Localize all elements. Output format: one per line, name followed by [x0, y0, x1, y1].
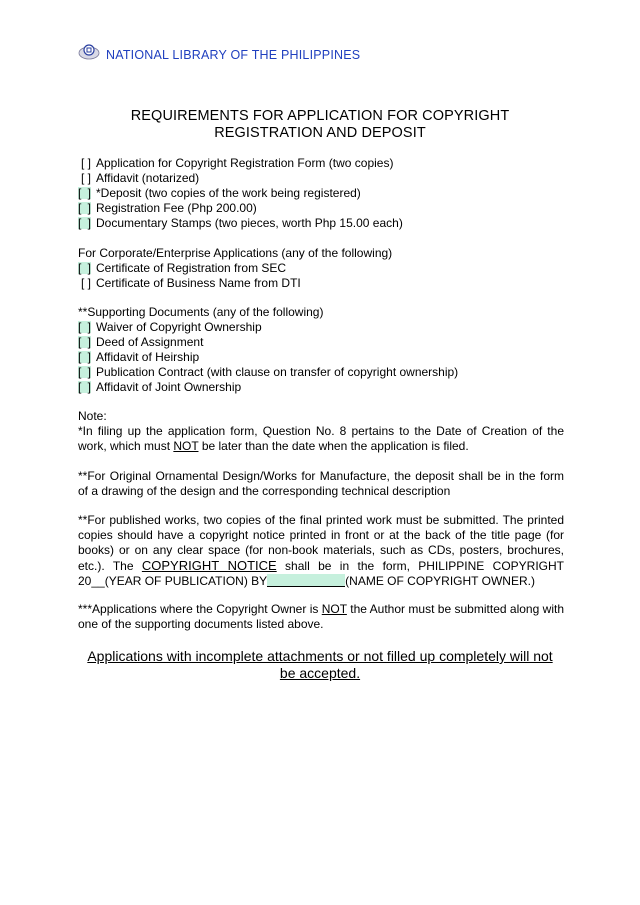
- note-text-block: [78, 602, 564, 632]
- notes-section: [78, 409, 564, 454]
- checkbox[interactable]: [ ]: [81, 171, 92, 185]
- supporting-label: Publication Contract (with clause on transfer of copyright ownership): [96, 365, 459, 379]
- checkbox[interactable]: [ ]: [78, 216, 91, 230]
- corporate-label: Certificate of Registration from SEC: [96, 261, 287, 275]
- note-published-works: [78, 513, 564, 589]
- checkbox[interactable]: [ ]: [81, 276, 92, 290]
- emphasis-not: NOT: [321, 602, 347, 616]
- requirement-label: Registration Fee (Php 200.00): [96, 201, 257, 215]
- note-text: ***Applications where the Copyright Owner is: [78, 602, 322, 616]
- supporting-label: Affidavit of Heirship: [96, 350, 200, 364]
- note-text: be later than the date when the application is filed.: [198, 439, 469, 453]
- document-header: [78, 40, 360, 62]
- supporting-item: [78, 350, 564, 365]
- supporting-label: Affidavit of Joint Ownership: [96, 380, 242, 394]
- copyright-owner-blank[interactable]: [267, 574, 345, 587]
- requirement-item: [78, 171, 564, 186]
- incomplete-application-warning: Applications with incomplete attachments or not filled up completely will not be accepted.: [87, 648, 553, 681]
- note-text-block: [78, 513, 564, 589]
- supporting-item: [78, 320, 564, 335]
- checkbox[interactable]: [ ]: [78, 335, 91, 349]
- checkbox[interactable]: [ ]: [78, 261, 91, 275]
- note-text: the Author must be submitted along with one of the supporting documents listed above.: [78, 602, 565, 631]
- requirement-item: [78, 216, 564, 231]
- checkbox[interactable]: [ ]: [78, 320, 91, 334]
- page-title-line-1: REQUIREMENTS FOR APPLICATION FOR COPYRIGHT: [130, 108, 510, 124]
- note-text: **For published works, two copies of the final printed work must be submitted. The printed copies should have a copyright notice printed in front or at the back of the title page (for books) or on any clear space (for non-book materials, such as CDs, posters, brochures, etc.). The: [78, 513, 564, 573]
- note-ornamental-design: [78, 469, 564, 499]
- requirement-item: [78, 201, 564, 216]
- note-date-of-creation: [78, 424, 564, 454]
- supporting-section: [78, 305, 564, 395]
- checkbox[interactable]: [ ]: [81, 156, 92, 170]
- emphasis-not: NOT: [173, 439, 199, 453]
- supporting-item: [78, 335, 564, 350]
- page-title: [78, 108, 562, 142]
- requirements-list: [78, 156, 564, 231]
- requirement-label: Affidavit (notarized): [96, 171, 200, 185]
- corporate-item: [78, 276, 564, 291]
- note-text: **For Original Ornamental Design/Works for Manufacture, the deposit shall be in the form of a drawing of the design and the corresponding technical description: [78, 469, 564, 498]
- page-title-line-2: REGISTRATION AND DEPOSIT: [214, 125, 426, 141]
- note-text: shall be in the form, PHILIPPINE COPYRIGHT 20__(YEAR OF PUBLICATION) BY: [78, 559, 564, 588]
- library-name: NATIONAL LIBRARY OF THE PHILIPPINES: [106, 48, 361, 62]
- checkbox[interactable]: [ ]: [78, 365, 91, 379]
- section-heading: For Corporate/Enterprise Applications (any of the following): [78, 246, 393, 260]
- note-text: (NAME OF COPYRIGHT OWNER.): [345, 574, 535, 588]
- requirement-item: [78, 186, 564, 201]
- checkbox[interactable]: [ ]: [78, 186, 91, 200]
- requirement-label: *Deposit (two copies of the work being registered): [96, 186, 361, 200]
- checkbox[interactable]: [ ]: [78, 350, 91, 364]
- note-owner-not-author: [78, 602, 564, 632]
- checkbox[interactable]: [ ]: [78, 380, 91, 394]
- corporate-label: Certificate of Business Name from DTI: [96, 276, 301, 290]
- checkbox[interactable]: [ ]: [78, 201, 91, 215]
- corporate-item: [78, 261, 564, 276]
- copyright-notice-term: COPYRIGHT NOTICE: [141, 558, 277, 573]
- requirement-label: Documentary Stamps (two pieces, worth Php 15.00 each): [96, 216, 403, 230]
- library-seal-icon: [78, 40, 100, 62]
- supporting-item: [78, 365, 564, 380]
- supporting-label: Deed of Assignment: [96, 335, 204, 349]
- requirement-label: Application for Copyright Registration Form (two copies): [96, 156, 394, 170]
- corporate-section: [78, 246, 564, 291]
- note-text: *In filing up the application form, Question No. 8 pertains to the Date of Creation of the work, which must: [78, 424, 564, 453]
- section-heading: **Supporting Documents (any of the following): [78, 305, 324, 319]
- requirement-item: [78, 156, 564, 171]
- notes-heading: Note:: [78, 409, 107, 423]
- supporting-item: [78, 380, 564, 395]
- supporting-label: Waiver of Copyright Ownership: [96, 320, 262, 334]
